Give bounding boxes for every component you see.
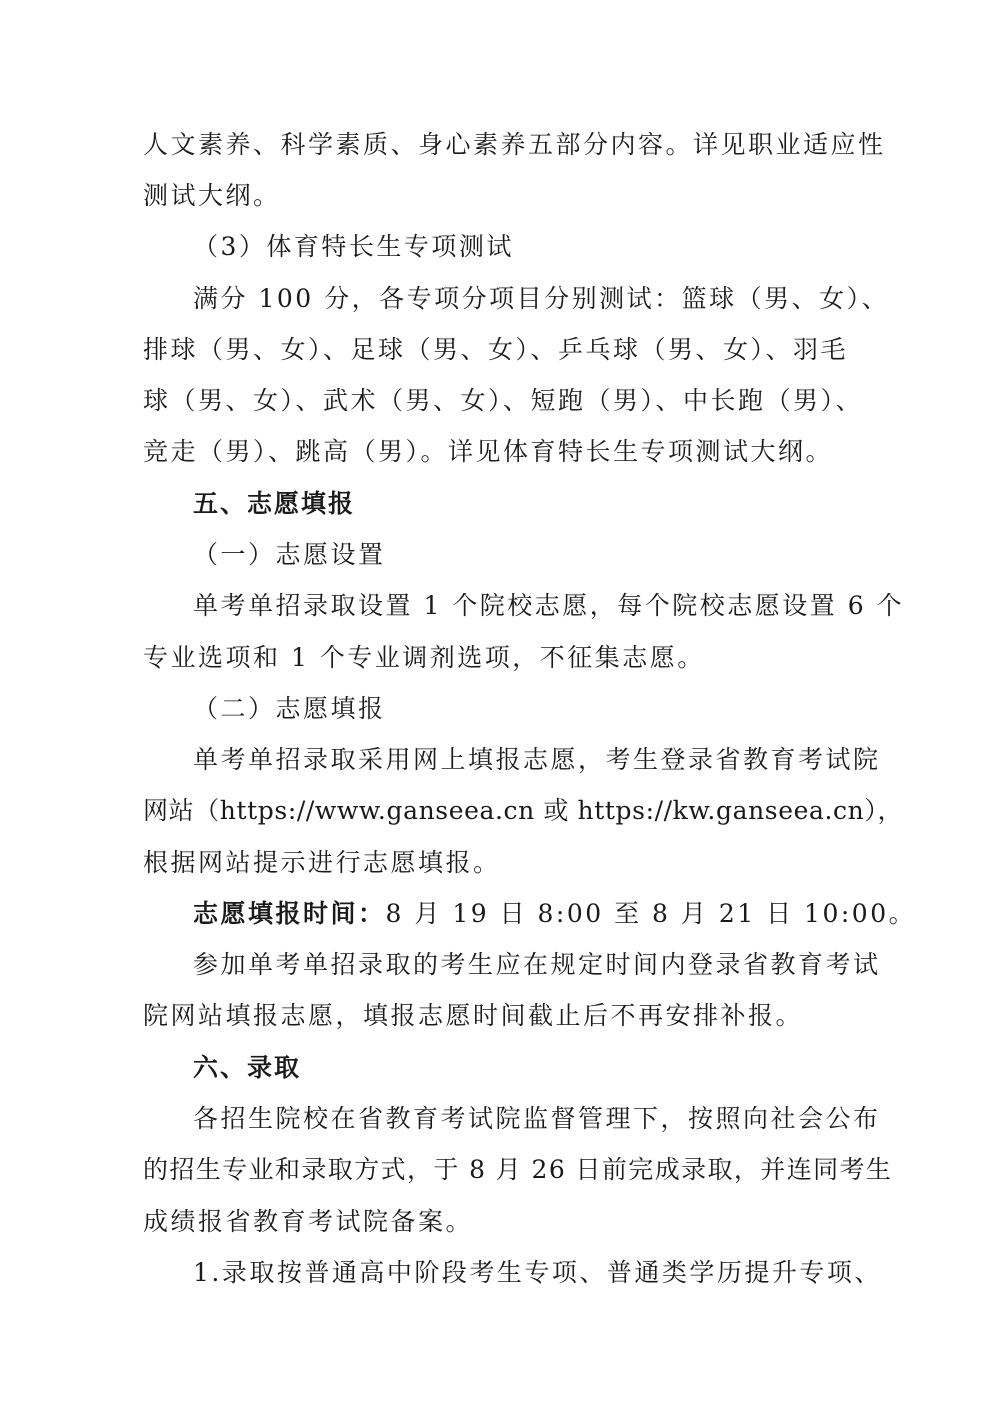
section-heading: 六、录取 bbox=[193, 1053, 302, 1082]
subsection-heading: （二）志愿填报 bbox=[193, 694, 386, 723]
deadline-value: 8 月 19 日 8:00 至 8 月 21 日 10:00。 bbox=[385, 899, 917, 928]
paragraph-line: 网站（https://www.ganseea.cn 或 https://kw.ganseea.cn）， bbox=[143, 796, 904, 825]
paragraph-line: 球（男、女）、武术（男、女）、短跑（男）、中长跑（男）、 bbox=[143, 386, 864, 415]
deadline-line bbox=[193, 888, 917, 940]
subsection-heading: （一）志愿设置 bbox=[193, 540, 386, 569]
paragraph-line: 排球（男、女）、足球（男、女）、乒乓球（男、女）、羽毛 bbox=[143, 335, 849, 364]
paragraph-line: 满分 100 分，各专项分项目分别测试：篮球（男、女）、 bbox=[193, 284, 890, 313]
paragraph-line: 专业选项和 1 个专业调剂选项，不征集志愿。 bbox=[143, 643, 705, 672]
paragraph-line: 参加单考单招录取的考生应在规定时间内登录省教育考试 bbox=[193, 950, 881, 979]
paragraph-line: 院网站填报志愿，填报志愿时间截止后不再安排补报。 bbox=[143, 1001, 804, 1030]
paragraph-line: 1.录取按普通高中阶段考生专项、普通类学历提升专项、 bbox=[193, 1258, 882, 1287]
paragraph-line: 根据网站提示进行志愿填报。 bbox=[143, 848, 501, 877]
section-heading: 五、志愿填报 bbox=[193, 489, 356, 518]
deadline-label: 志愿填报时间： bbox=[193, 899, 386, 928]
paragraph-line: 各招生院校在省教育考试院监督管理下，按照向社会公布 bbox=[193, 1104, 881, 1133]
paragraph-line: 单考单招录取设置 1 个院校志愿，每个院校志愿设置 6 个 bbox=[193, 591, 905, 620]
paragraph-line: 人文素养、科学素质、身心素养五部分内容。详见职业适应性 bbox=[143, 130, 886, 159]
paragraph-line: 竞走（男）、跳高（男）。详见体育特长生专项测试大纲。 bbox=[143, 437, 834, 466]
paragraph-line: 测试大纲。 bbox=[143, 181, 281, 210]
paragraph-line: 单考单招录取采用网上填报志愿，考生登录省教育考试院 bbox=[193, 745, 881, 774]
subsection-heading: （3）体育特长生专项测试 bbox=[193, 232, 514, 261]
paragraph-line: 成绩报省教育考试院备案。 bbox=[143, 1207, 474, 1236]
paragraph-line: 的招生专业和录取方式，于 8 月 26 日前完成录取，并连同考生 bbox=[143, 1155, 893, 1184]
